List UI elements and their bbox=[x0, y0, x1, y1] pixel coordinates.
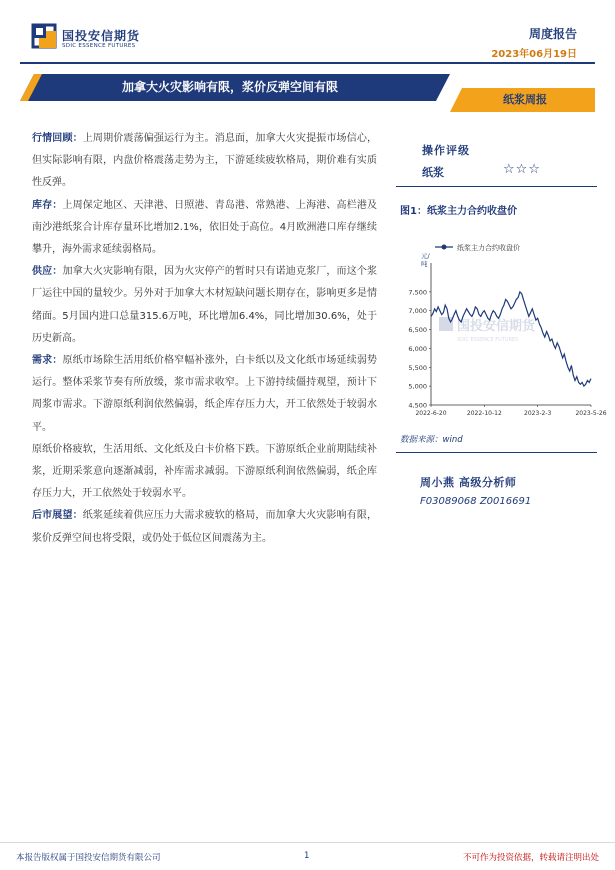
footer-divider bbox=[0, 842, 615, 843]
data-source: 数据来源：wind bbox=[400, 435, 463, 445]
company-name: 国投安信期货 bbox=[62, 29, 141, 43]
y-tick-label: 6,500 bbox=[408, 326, 427, 335]
section-label: 供应： bbox=[32, 266, 63, 278]
footer-copyright: 本报告版权属于国投安信期货有限公司 bbox=[16, 853, 161, 863]
section-outlook bbox=[32, 505, 377, 549]
figure-divider bbox=[396, 452, 597, 453]
y-axis-unit: 元/ bbox=[421, 252, 430, 260]
rating-title: 操作评级 bbox=[422, 144, 470, 157]
x-tick-label: 2023-2-3 bbox=[524, 410, 552, 417]
section-text: 上周保定地区、天津港、日照港、青岛港、常熟港、上海港、高栏港及南沙港纸浆合计库存量环比增加2.1%，依旧处于高位。4月欧洲港口库存继续攀升，海外需求延续弱格局。 bbox=[32, 199, 378, 256]
analyst-ids: F03089068 Z0016691 bbox=[420, 496, 532, 507]
section-supply bbox=[32, 261, 377, 350]
rating-product: 纸浆 bbox=[422, 166, 444, 179]
section-text: 加拿大火灾影响有限，因为火灾停产的暂时只有诺迪克浆厂，而这个浆厂运往中国的量较少。另外对于加拿大木材短缺问题长期存在，影响更多是情绪面。5月国内进口总量315.6万吨，环比增加6.4%，同比增加30.6%，处于历史新高。 bbox=[32, 266, 378, 344]
section-text: 上周期价震荡偏强运行为主。消息面，加拿大火灾提振市场信心，但实际影响有限，内盘价格震荡走势为主，下游延续疲软格局，期价难有实质性反弹。 bbox=[32, 133, 378, 189]
y-tick-label: 4,500 bbox=[408, 401, 427, 410]
report-type: 周度报告 bbox=[528, 27, 577, 41]
section-paper-prices bbox=[32, 439, 377, 506]
y-tick-label: 6,000 bbox=[408, 344, 427, 353]
figure-title: 图1：纸浆主力合约收盘价 bbox=[400, 206, 517, 217]
x-tick-label: 2022-6-20 bbox=[415, 410, 447, 417]
section-text: 纸浆延续着供应压力大需求疲软的格局，而加拿大火灾影响有限，浆价反弹空间也将受限，或仍处于低位区间震荡为主。 bbox=[32, 510, 378, 544]
y-tick-label: 5,000 bbox=[408, 382, 427, 391]
report-sector: 纸浆周报 bbox=[503, 93, 547, 106]
section-label: 行情回顾： bbox=[32, 133, 83, 144]
chart-watermark bbox=[439, 317, 536, 343]
section-demand bbox=[32, 350, 377, 439]
page-number: 1 bbox=[304, 851, 310, 861]
report-title: 加拿大火灾影响有限，浆价反弹空间有限 bbox=[121, 80, 338, 94]
section-label: 库存： bbox=[32, 199, 63, 211]
y-tick-label: 7,000 bbox=[408, 307, 427, 316]
section-text: 原纸市场除生活用纸价格窄幅补涨外，白卡纸以及文化纸市场延续弱势运行。整体采浆节奏有所放缓，浆市需求收窄。上下游持续僵持观望，预计下周浆市需求。下游原纸利润依然偏弱，纸企库存压力大，开工依然处于较弱水平。 bbox=[32, 355, 378, 433]
legend-marker bbox=[442, 245, 447, 250]
section-market-review bbox=[32, 128, 377, 195]
watermark-logo-icon bbox=[439, 317, 453, 331]
watermark-text: 国投安信期货 bbox=[457, 319, 536, 334]
y-tick-label: 5,500 bbox=[408, 363, 427, 372]
section-label: 需求： bbox=[32, 355, 63, 367]
section-inventory bbox=[32, 195, 377, 262]
y-tick-label: 7,500 bbox=[408, 288, 427, 297]
report-date: 2023年06月19日 bbox=[491, 49, 577, 60]
price-chart bbox=[393, 225, 607, 425]
x-tick-label: 2022-10-12 bbox=[466, 410, 502, 417]
rating-divider bbox=[396, 186, 597, 187]
company-logo-icon bbox=[32, 24, 56, 48]
y-axis-unit: 吨 bbox=[421, 260, 428, 268]
section-text: 原纸价格疲软，生活用纸、文化纸及白卡价格下跌。下游原纸企业前期陆续补浆，近期采浆意向逐渐减弱，补库需求减弱。下游原纸利润依然偏弱，纸企库存压力大，开工依然处于较弱水平。 bbox=[32, 443, 377, 500]
analyst-name: 周小燕 高级分析师 bbox=[420, 476, 517, 489]
watermark-text-en: SDIC ESSENCE FUTURES bbox=[457, 337, 519, 343]
rating-stars-icon: ☆☆☆ bbox=[503, 162, 541, 177]
section-label: 后市展望： bbox=[32, 510, 83, 522]
header-divider bbox=[20, 62, 595, 64]
company-name-en: SDIC ESSENCE FUTURES bbox=[62, 43, 136, 49]
report-body bbox=[32, 128, 377, 550]
x-tick-label: 2023-5-26 bbox=[575, 410, 607, 417]
legend-label: 纸浆主力合约收盘价 bbox=[457, 244, 520, 252]
footer-disclaimer: 不可作为投资依据，转载请注明出处 bbox=[462, 853, 599, 863]
